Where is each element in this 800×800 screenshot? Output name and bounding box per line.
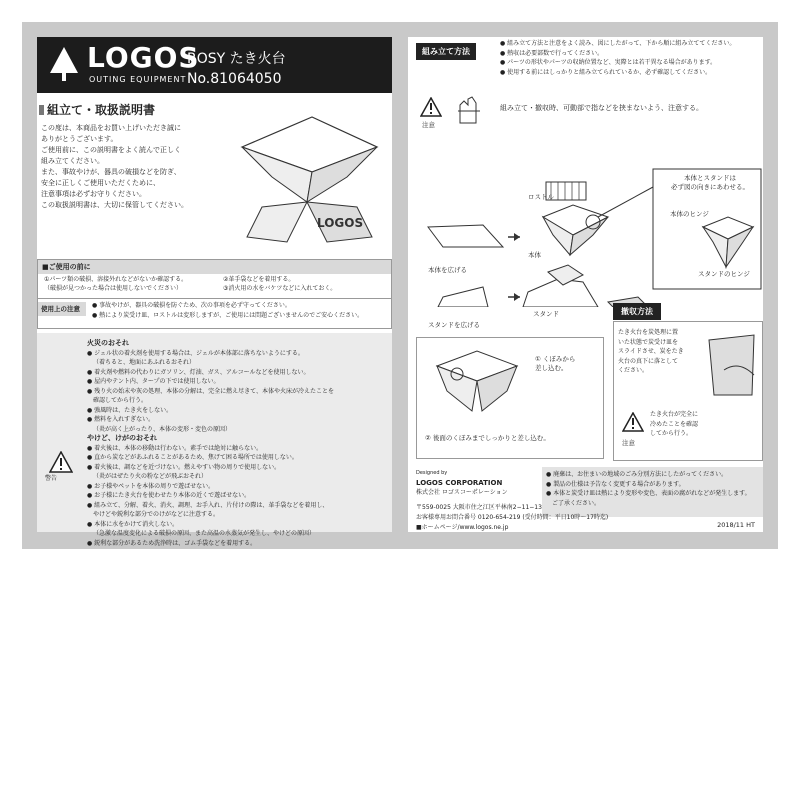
removal-text: たき火台を炭処理に置 いた状態で炭受け皿を スライドさせ、炭をたき 火台の真下に落として ください。: [618, 329, 684, 374]
caution-text: 組み立て・撤収時、可動部で指などを挟まないよう、注意する。: [500, 104, 703, 112]
page-title: 組立て・取扱説明書: [39, 101, 155, 118]
pinch-hand-icon: [456, 95, 482, 125]
removal-box: [613, 321, 763, 461]
website-link: ■ホームページ/www.logos.ne.jp: [416, 524, 509, 531]
removal-illustration: [704, 330, 760, 400]
removal-caution-icon: [622, 412, 644, 432]
corp-name: LOGOS CORPORATION: [416, 478, 503, 487]
corporate-info: Designed by LOGOS CORPORATION 株式会社 ロゴスコーポレーション: [416, 469, 541, 498]
open-body-label: 本体を広げる: [428, 266, 467, 274]
before-use-items: ①パーツ類の破損、溶接外れなどがないか確認する。 （破損が見つかった場合は使用しないでください） ②革手袋などを着用する。 ③消火用の水をバケツなどに入れておく。: [44, 276, 337, 292]
assembly-diagram: [408, 147, 763, 307]
body-label: 本体: [528, 251, 541, 259]
warning-lines: 火災のおそれ ● ジェル状の着火剤を使用する場合は、ジェルが本体部に落ちないようにする。 （着ちると、地面にあふれるおそれ） ● 着火剤や燃料の代わりにガソリン、灯油、ガス、アルコールなどを使用しない。 ● 屋内やテント内、タープの下では使用しない。 ● 残り火の始末や灰の処理、本体の分解は、完全に燃え尽きて、本体や火床が冷えたことを 確認してから行う。 ● 強風時は、たき火をしない。 ● 燃料を入れすぎない。 （炎が高く上がったり、本体の変形・変色の原因） やけど、けがのおそれ ● 着火後は、本体の移動は行わない。素手では絶対に触らない。 ● 直から炭などがあふれることがあるため、焦げて困る場所では使用しない。 ● 着火後は、調などを近づけない。燃えやすい物の周りで使用しない。 （炎がはぜたり火の粉などが飛ぶおそれ） ● お子様やペットを本体の周りで遊ばせない。 ● お子様にたき火台を使わせたり本体の近くで遊ばせない。 ● 組み立て、分解、着火、消火、調理、お手入れ、片付けの際は、革手袋などを着用し、 やけどや鋭利な部分でのけがなどに注意する。 ● 本体に水をかけて消火しない。 （急激な温度変化による破損の原因、また高温の水蒸気が発生し、やけどの原因） ● 鋭利な部分があるため洗浄時は、ゴム手袋などを着用する。: [87, 339, 387, 548]
manual-sheet: [22, 22, 778, 549]
fire-title: 火災のおそれ: [87, 339, 129, 347]
brand-logo: LOGOS: [87, 41, 200, 74]
pit-logo-text: LOGOS: [317, 216, 364, 230]
usage-note: ● 事故やけが、器具の破損を防ぐため、次の事項を必ず守ってください。: [92, 302, 291, 309]
stand-hinge-label: スタンドのヒンジ: [698, 270, 750, 278]
fire-pit-illustration: [227, 107, 387, 247]
assembly-notes: ● 組み立て方法と注意をよく読み、図にしたがって、下から順に組み立ててください。 ● 熱収は必要部数で行ってください。 ● パーツの形状やパーツの収納位置など、実際とは若干異なる場合があります。 ● 使用する前にはしっかりと組み立てられているか、必ず確認してください。: [500, 40, 736, 76]
usage-note: ● 熱により炭受け皿、ロストルは変形しますが、ご使用には問題ございませんのでご安心ください。: [92, 311, 364, 319]
stand-label: スタンド: [533, 310, 559, 318]
header-bar: [37, 37, 392, 93]
title-marker: [39, 105, 44, 115]
step-illustration: [427, 346, 527, 416]
print-date: 2018/11 HT: [717, 521, 755, 529]
usage-notes: [38, 298, 391, 328]
warning-box: [37, 333, 392, 547]
caution-row: [416, 93, 756, 137]
step2-text: ② 後面のくぼみまでしっかりと差し込む。: [425, 434, 550, 442]
right-panel: [408, 37, 763, 532]
open-stand-label: スタンドを広げる: [428, 321, 480, 329]
left-panel: [37, 37, 392, 547]
assembly-title: 組み立て方法: [416, 43, 476, 60]
injury-title: やけど、けがのおそれ: [87, 434, 157, 442]
step1-text: ① くぼみから 差し込む。: [535, 355, 576, 372]
body-hinge-label: 本体のヒンジ: [670, 210, 709, 218]
removal-caution-text: たき火台が完全に 冷めたことを確認 してから行う。: [650, 411, 699, 437]
callout-text: 本体とスタンドは 必ず図の向きにあわせる。: [671, 174, 749, 191]
warning-label: 警告: [45, 475, 58, 482]
removal-caution-label: 注意: [622, 439, 635, 447]
logo-tree-icon: [47, 45, 81, 83]
web-info: [416, 523, 646, 533]
footnotes: ● 廃棄は、お住まいの地域のごみ分別方法にしたがってください。 ● 製品の仕様は予告なく変更する場合があります。 ● 本体と炭受け皿は熱により変形や変色、表面の腐がれなどが発生します。 ご了承ください。: [542, 467, 763, 517]
product-number: No.81064050: [187, 71, 282, 87]
usage-box: [37, 259, 392, 329]
caution-triangle-icon: [420, 97, 442, 117]
product-name: ROSY たき火台: [187, 51, 286, 67]
step-box: [416, 337, 604, 459]
intro-text: この度は、本商品をお買い上げいただき誠に ありがとうございます。 ご使用前に、この説明書をよく読んで正しく 組み立てください。 また、事故やけが、器具の破損などを防ぎ、 安全に正しくご使用いただくために、 注意事項は必ずお守りください。 この取扱説明書は、大切に保管してください。: [41, 124, 188, 209]
caution-label: 注意: [422, 121, 435, 129]
product-title: [187, 49, 286, 89]
usage-label: 使用上の注意: [38, 302, 86, 316]
contact-info: 〒559-0025 大阪市住之江区平林南2−11−13 お客様専用お問合番号 0120-654-219 (受付時間：平日10時〜17時迄): [416, 504, 609, 521]
rostle-label: ロストル: [528, 193, 554, 201]
removal-title: 撤収方法: [613, 303, 661, 320]
before-use-title: ■ご使用の前に: [38, 260, 391, 274]
warning-triangle-icon: [49, 451, 73, 473]
brand-sub: OUTING EQUIPMENT: [89, 75, 187, 84]
